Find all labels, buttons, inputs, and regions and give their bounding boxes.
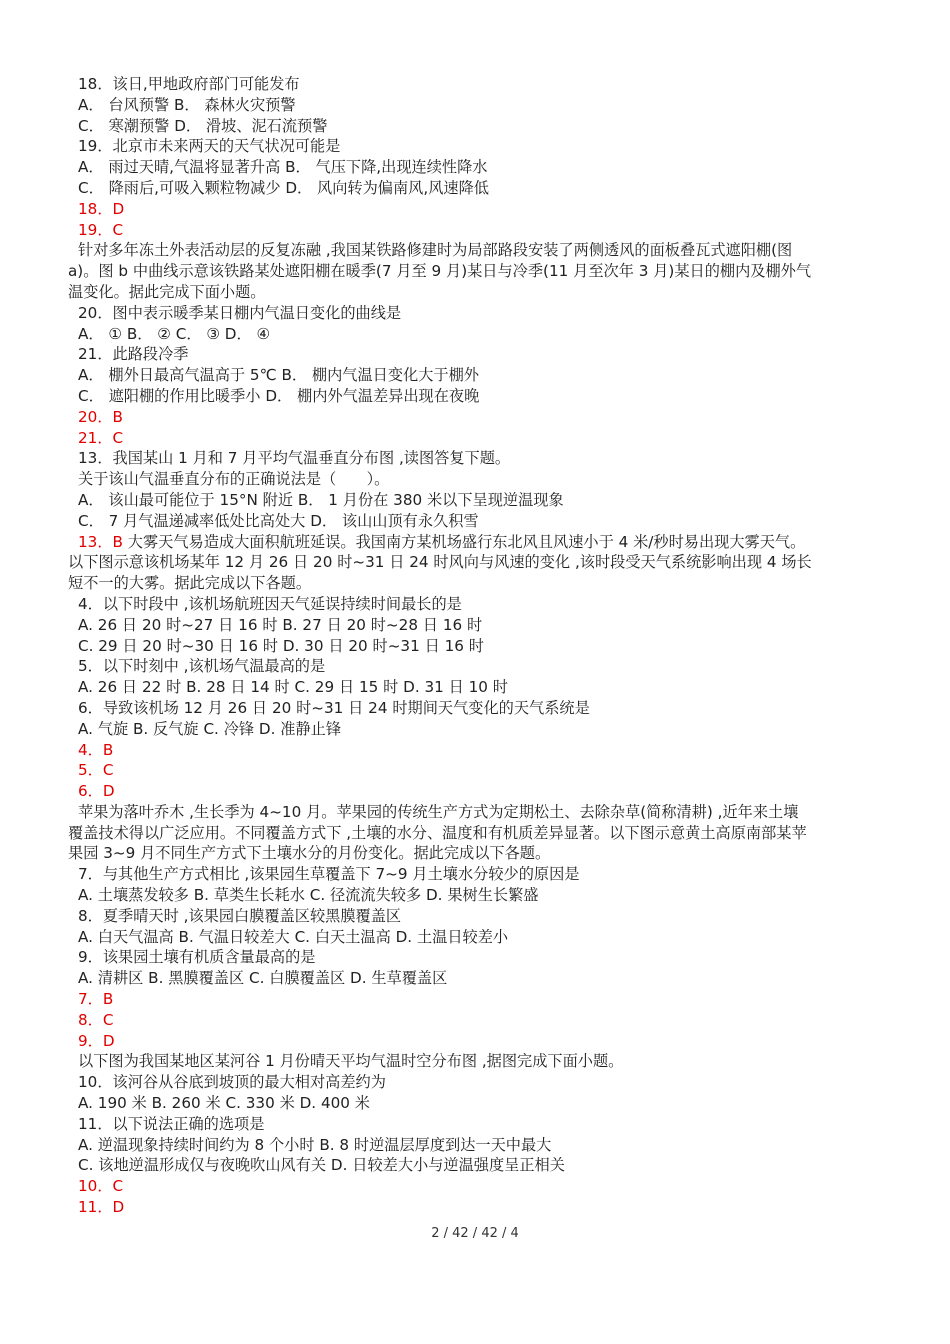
question-line: 以下图为我国某地区某河谷 1 月份晴天平均气温时空分布图 ,据图完成下面小题。 [78,1052,624,1071]
question-line: 18．该日,甲地政府部门可能发布 [78,75,300,93]
answer-line: 11．D [78,1198,125,1217]
question-line: A. 土壤蒸发较多 B. 草类生长耗水 C. 径流流失较多 D. 果树生长繁盛 [78,886,539,905]
question-line: A. 26 日 20 时~27 日 16 时 B. 27 日 20 时~28 日 16 时 [78,615,483,634]
question-line: 6．导致该机场 12 月 26 日 20 时~31 日 24 时期间天气变化的天气系统是 [78,698,590,717]
answer-line: 5．C [78,761,114,780]
paragraph-line: 以下图示意该机场某年 12 月 26 日 20 时~31 日 24 时风向与风速的变化 ,该时段受天气系统影响出现 4 场长 [68,553,812,572]
paragraph-line: 温变化。据此完成下面小题。 [68,282,266,301]
question-line: C. 该地逆温形成仅与夜晚吹山风有关 D. 日较差大小与逆温强度呈正相关 [78,1156,565,1175]
answer-line: 19．C [78,220,124,239]
question-line: A． 雨过天晴,气温将显著升高 B． 气压下降,出现连续性降水 [78,158,488,177]
question-line: 针对多年冻土外表活动层的反复冻融 ,我国某铁路修建时为局部路段安装了两侧透风的面板叠瓦式遮阳棚(图 [78,241,793,260]
question-line: 5．以下时刻中 ,该机场气温最高的是 [78,657,326,676]
document-body [68,74,890,1218]
answer-line: 9．D [78,1031,115,1050]
question-line: A. 清耕区 B. 黑膜覆盖区 C. 白膜覆盖区 D. 生草覆盖区 [78,969,448,988]
answer-line: 20．B [78,407,123,426]
question-line: A. 气旋 B. 反气旋 C. 冷锋 D. 准静止锋 [78,719,342,738]
question-line: C． 遮阳棚的作用比暖季小 D． 棚内外气温差异出现在夜晚 [78,386,480,405]
paragraph-line: a)。图 b 中曲线示意该铁路某处遮阳棚在暖季(7 月至 9 月)某日与冷季(11 月至次年 3 月)某日的棚内及棚外气 [68,262,812,281]
answer-line: 4．B [78,740,114,759]
answer-and-passage-line [68,532,890,553]
question-line: 13．我国某山 1 月和 7 月平均气温垂直分布图 ,读图答复下题。 [78,449,511,468]
question-line: 4．以下时段中 ,该机场航班因天气延误持续时间最长的是 [78,594,462,613]
question-line: 7．与其他生产方式相比 ,该果园生草覆盖下 7~9 月土壤水分较少的原因是 [78,865,580,884]
question-line: 苹果为落叶乔木 ,生长季为 4~10 月。苹果园的传统生产方式为定期松土、去除杂草(简称清耕) ,近年来土壤 [78,802,799,821]
answer-line: 18．D [78,199,125,218]
answer-line: 7．B [78,990,114,1009]
question-line: 关于该山气温垂直分布的正确说法是（ ）。 [78,470,390,489]
answer-line: 8．C [78,1010,114,1029]
question-line: 20．图中表示暖季某日棚内气温日变化的曲线是 [78,303,402,322]
answer-line: 6．D [78,782,115,801]
question-line: 19．北京市未来两天的天气状况可能是 [78,137,341,156]
passage-text: 大雾天气易造成大面积航班延误。我国南方某机场盛行东北风且风速小于 4 米/秒时易出现大雾天气。 [122,532,806,551]
question-line: A. 逆温现象持续时间约为 8 个小时 B. 8 时逆温层厚度到达一天中最大 [78,1135,552,1154]
question-line: 11．以下说法正确的选项是 [78,1114,265,1133]
question-line: A． ① B． ② C． ③ D． ④ [78,324,271,343]
paragraph-line: 短不一的大雾。据此完成以下各题。 [68,574,311,593]
question-line: C． 7 月气温递减率低处比高处大 D． 该山山顶有永久积雪 [78,511,479,530]
question-line: A． 棚外日最高气温高于 5℃ B． 棚内气温日变化大于棚外 [78,366,479,385]
question-line: A． 台风预警 B． 森林火灾预警 [78,95,296,114]
answer-line: 21．C [78,428,124,447]
answer-label: 13．B [78,532,123,551]
question-line: 21．此路段冷季 [78,345,189,364]
question-line: A. 26 日 22 时 B. 28 日 14 时 C. 29 日 15 时 D. 31 日 10 时 [78,678,508,697]
question-line: C． 降雨后,可吸入颗粒物减少 D． 风向转为偏南风,风速降低 [78,178,489,197]
question-line: A. 白天气温高 B. 气温日较差大 C. 白天土温高 D. 土温日较差小 [78,927,509,946]
question-line: A． 该山最可能位于 15°N 附近 B． 1 月份在 380 米以下呈现逆温现象 [78,490,564,509]
question-line: C． 寒潮预警 D． 滑坡、泥石流预警 [78,116,328,135]
question-line: C. 29 日 20 时~30 日 16 时 D. 30 日 20 时~31 日 16 时 [78,636,484,655]
question-line: 9．该果园土壤有机质含量最高的是 [78,948,316,967]
paragraph-line: 果园 3~9 月不同生产方式下土壤水分的月份变化。据此完成以下各题。 [68,844,551,863]
question-line: A. 190 米 B. 260 米 C. 330 米 D. 400 米 [78,1094,370,1113]
question-line: 10．该河谷从谷底到坡顶的最大相对高差约为 [78,1073,386,1092]
page-footer: 2 / 42 / 42 / 4 [431,1226,519,1241]
paragraph-line: 覆盖技术得以广泛应用。不同覆盖方式下 ,土壤的水分、温度和有机质差异显著。以下图示意黄土高原南部某苹 [68,823,807,842]
question-line: 8．夏季晴天时 ,该果园白膜覆盖区较黑膜覆盖区 [78,906,402,925]
answer-line: 10．C [78,1177,124,1196]
